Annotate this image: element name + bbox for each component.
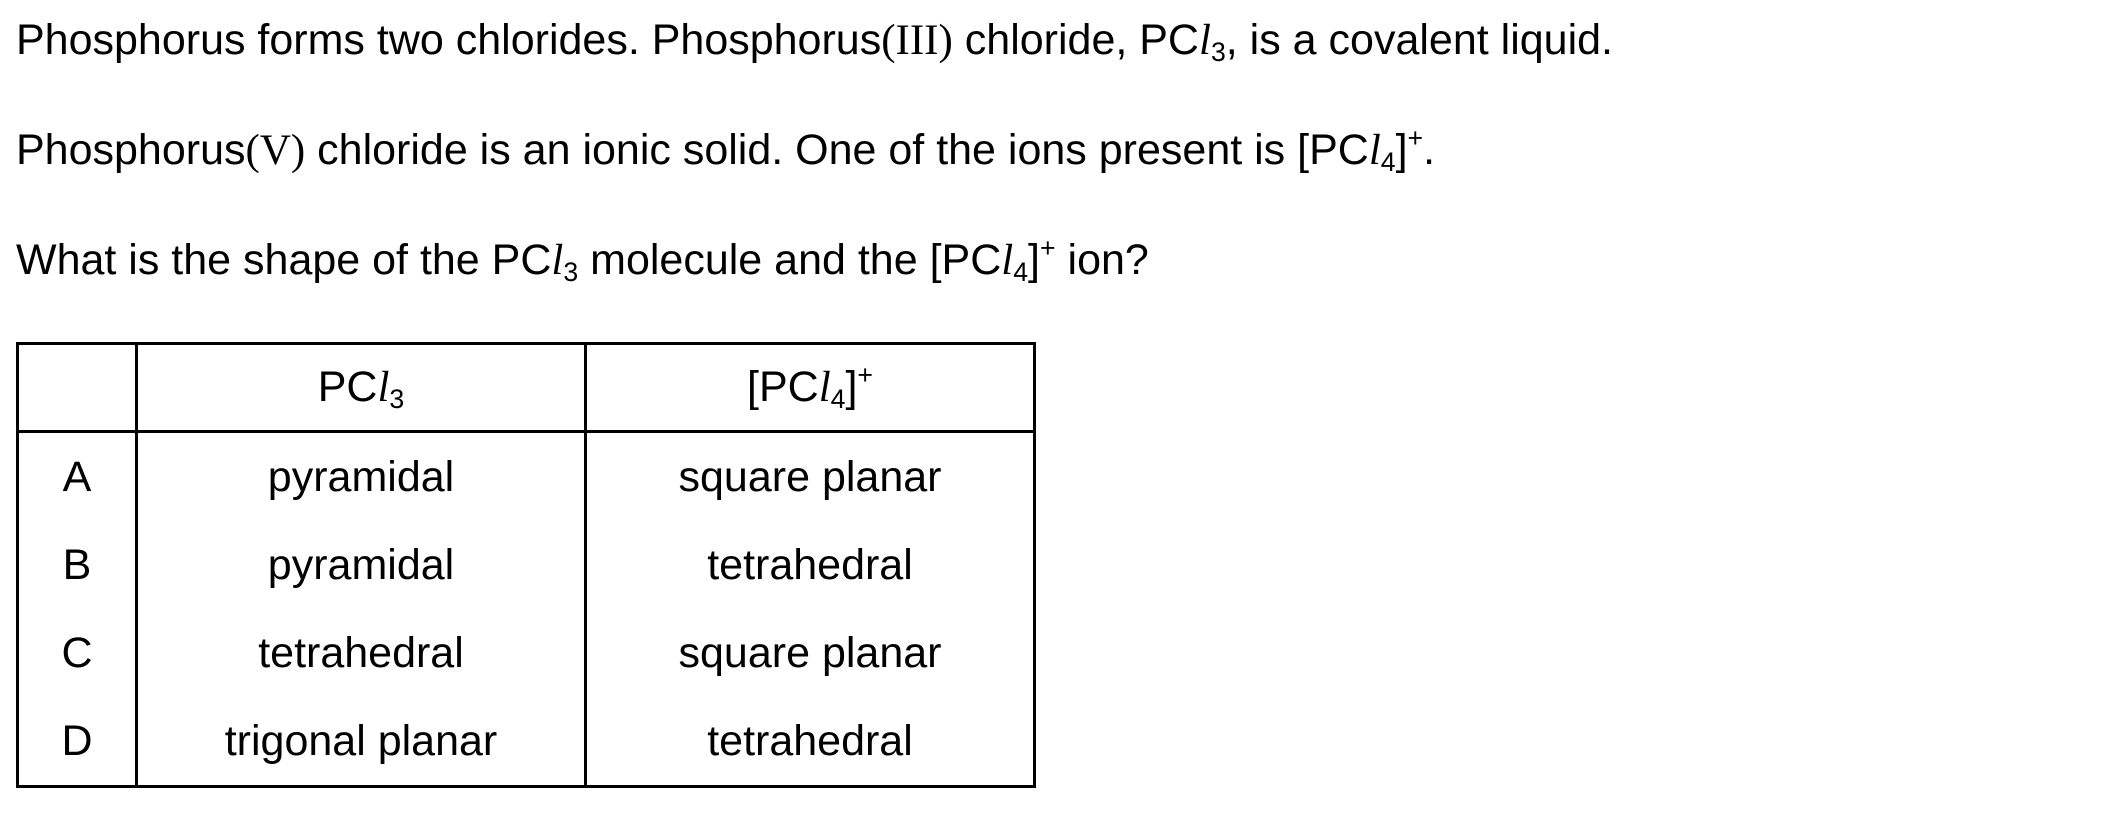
chlorine-l: l <box>818 364 831 411</box>
bracket-close: ] <box>1395 126 1408 174</box>
option-pcl3-shape: tetrahedral <box>137 609 586 697</box>
option-letter[interactable]: B <box>18 521 137 609</box>
subscript-3: 3 <box>389 384 405 415</box>
chlorine-l: l <box>551 237 564 284</box>
header-empty-cell <box>18 344 137 432</box>
prompt-text-end: ion? <box>1055 236 1149 284</box>
oxidation-state-iii: (III) <box>881 17 953 64</box>
option-letter[interactable]: C <box>18 609 137 697</box>
ionic-text: Phosphorus <box>16 126 246 174</box>
charge-plus: + <box>1040 233 1056 264</box>
option-letter[interactable]: A <box>18 432 137 522</box>
answer-options-table <box>16 342 1036 788</box>
intro-text: Phosphorus forms two chlorides. Phosphorus <box>16 16 882 64</box>
table-row[interactable] <box>18 432 1035 522</box>
period: . <box>1423 126 1436 174</box>
oxidation-state-v: (V) <box>245 127 306 174</box>
header-pcl4-text: [PC <box>747 363 819 411</box>
table-row[interactable] <box>18 521 1035 609</box>
option-pcl3-shape: trigonal planar <box>137 697 586 787</box>
chlorine-l: l <box>1368 127 1381 174</box>
option-pcl4-shape: square planar <box>586 609 1035 697</box>
question-prompt-line <box>16 234 1149 287</box>
chlorine-l: l <box>1001 237 1014 284</box>
subscript-3: 3 <box>563 257 579 288</box>
intro-text-cont: chloride, PC <box>952 16 1199 64</box>
subscript-3: 3 <box>1210 37 1226 68</box>
table-row[interactable] <box>18 697 1035 787</box>
option-pcl4-shape: tetrahedral <box>586 521 1035 609</box>
ionic-text-cont: chloride is an ionic solid. One of the ions present is [PC <box>305 126 1369 174</box>
option-pcl3-shape: pyramidal <box>137 432 586 522</box>
charge-plus: + <box>1407 123 1424 154</box>
intro-text-end: , is a covalent liquid. <box>1225 16 1613 64</box>
option-pcl3-shape: pyramidal <box>137 521 586 609</box>
option-pcl4-shape: tetrahedral <box>586 697 1035 787</box>
option-letter[interactable]: D <box>18 697 137 787</box>
header-pcl4-ion <box>586 344 1035 432</box>
option-pcl4-shape: square planar <box>586 432 1035 522</box>
header-pcl3 <box>137 344 586 432</box>
table-header-row <box>18 344 1035 432</box>
bracket-close: ] <box>845 363 858 411</box>
chlorine-l: l <box>1199 17 1211 64</box>
prompt-text-cont: molecule and the [PC <box>578 236 1002 284</box>
subscript-4: 4 <box>1380 147 1396 178</box>
table-row[interactable] <box>18 609 1035 697</box>
subscript-4: 4 <box>1013 257 1029 288</box>
header-pcl3-text: PC <box>317 363 378 411</box>
charge-plus: + <box>857 360 873 391</box>
chlorine-l: l <box>377 364 390 411</box>
question-ionic-line <box>16 124 1435 177</box>
prompt-text: What is the shape of the PC <box>16 236 552 284</box>
subscript-4: 4 <box>830 384 846 415</box>
bracket-close: ] <box>1028 236 1040 284</box>
question-intro-line <box>16 14 1613 67</box>
